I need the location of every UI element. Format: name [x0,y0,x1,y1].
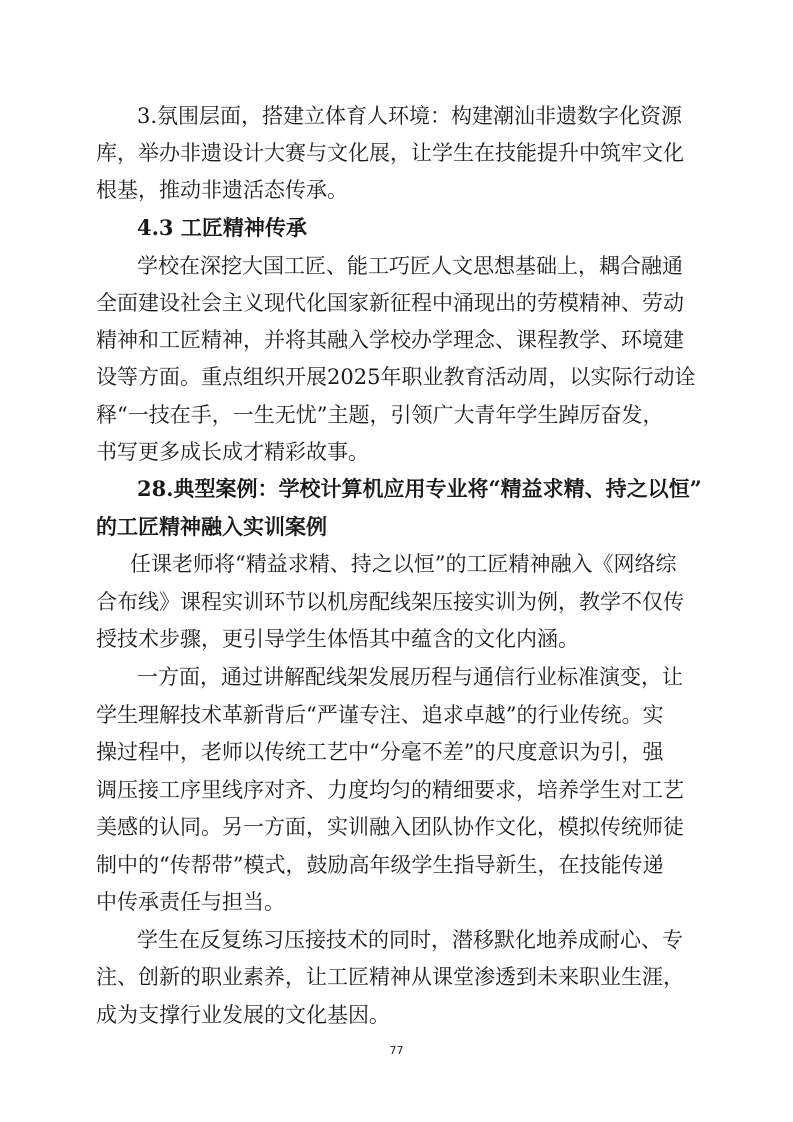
text-line: 全面建设社会主义现代化国家新征程中涌现出的劳模精神、劳动 [96,291,684,315]
text-line: 一方面，通过讲解配线架发展历程与通信行业标准演变，让 [137,665,683,689]
page-number: 77 [389,1044,404,1057]
text-line: 学校在深挖大国工匠、能工巧匠人文思想基础上，耦合融通 [137,254,683,278]
text-line: 3.氛围层面，搭建立体育人环境：构建潮汕非遗数字化资源 [137,104,683,128]
text-line: 调压接工序里线序对齐、力度均匀的精细要求，培养学生对工艺 [96,778,684,802]
text-line: 注、创新的职业素养，让工匠精神从课堂渗透到未来职业生涯， [96,965,684,989]
text-line: 操过程中，老师以传统工艺中“分毫不差”的尺度意识为引，强 [96,740,664,764]
text-line: 学生理解技术革新背后“严谨专注、追求卓越”的行业传统。实 [96,703,664,727]
text-line: 书写更多成长成才精彩故事。 [96,440,369,464]
section-heading: 4.3 工匠精神传承 [137,215,307,240]
text-line: 授技术步骤，更引导学生体悟其中蕴含的文化内涵。 [96,627,579,651]
case-title-line: 28.典型案例：学校计算机应用专业将“精益求精、持之以恒” [137,476,702,501]
text-line: 中传承责任与担当。 [96,890,285,914]
text-line: 精神和工匠精神，并将其融入学校办学理念、课程教学、环境建 [96,328,684,352]
text-line: 美感的认同。另一方面，实训融入团队协作文化，模拟传统师徒 [96,815,684,839]
text-line: 库，举办非遗设计大赛与文化展，让学生在技能提升中筑牢文化 [96,141,684,165]
case-title-line: 的工匠精神融入实训案例 [96,514,327,539]
text-line: 成为支撑行业发展的文化基因。 [96,1003,390,1027]
text-line: 制中的“传帮带”模式，鼓励高年级学生指导新生，在技能传递 [96,853,664,877]
text-line: 学生在反复练习压接技术的同时，潜移默化地养成耐心、专 [137,928,683,952]
text-line: 根基，推动非遗活态传承。 [96,178,348,202]
text-line: 合布线》课程实训环节以机房配线架压接实训为例，教学不仅传 [96,590,684,614]
text-line: 释“一技在手，一生无忧”主题，引领广大青年学生踔厉奋发， [96,403,664,427]
text-line: 任课老师将“精益求精、持之以恒”的工匠精神融入《网络综 [130,552,677,576]
text-line: 设等方面。重点组织开展2025年职业教育活动周，以实际行动诠 [96,365,696,389]
